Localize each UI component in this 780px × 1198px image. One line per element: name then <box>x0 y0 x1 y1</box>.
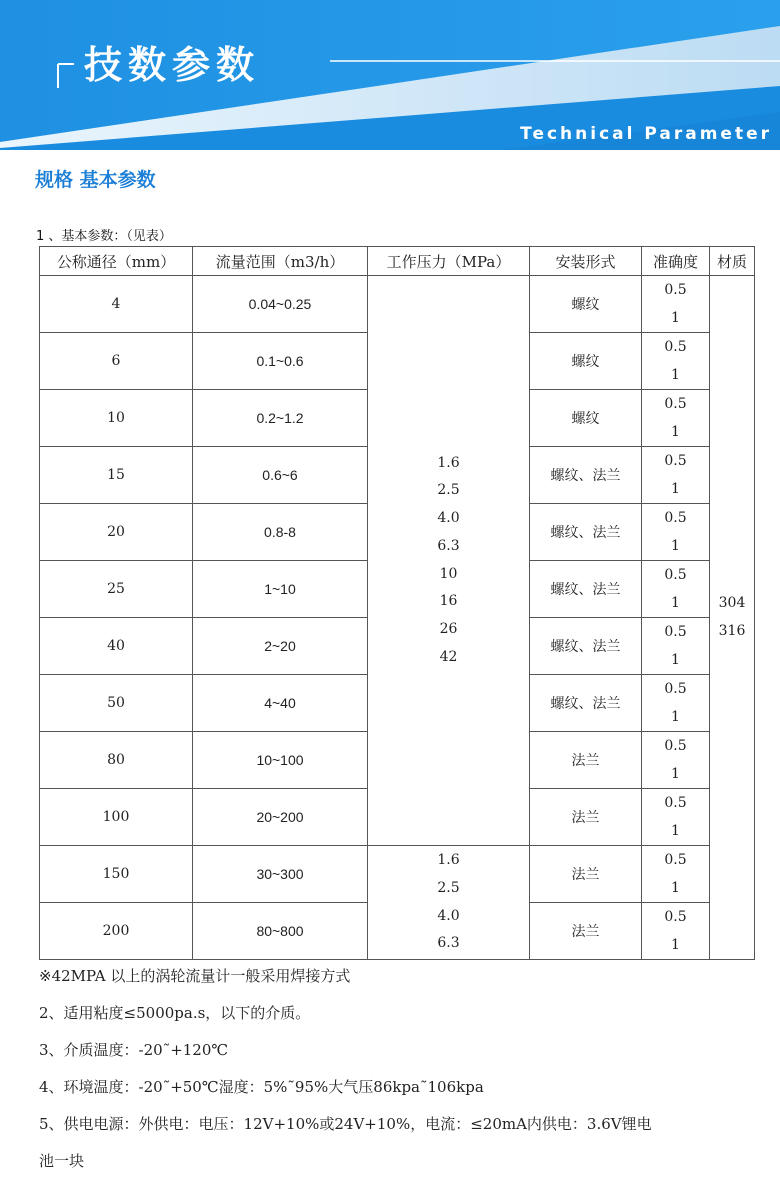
intro-text: 1 、基本参数：（见表） <box>36 229 172 244</box>
mount-cell: 法兰 <box>530 903 642 960</box>
accuracy-value: 0.5 <box>664 396 687 412</box>
dn-cell: 20 <box>40 504 193 561</box>
flow-cell: 30~300 <box>193 846 368 903</box>
accuracy-cell <box>642 561 710 618</box>
flow-cell: 1~10 <box>193 561 368 618</box>
flow-cell: 0.8-8 <box>193 504 368 561</box>
accuracy-cell <box>642 276 710 333</box>
mount-cell: 法兰 <box>530 732 642 789</box>
mount-cell: 螺纹、法兰 <box>530 504 642 561</box>
dn-cell: 150 <box>40 846 193 903</box>
flow-cell: 0.04~0.25 <box>193 276 368 333</box>
accuracy-value: 1 <box>671 823 680 839</box>
page-subtitle-en: Technical Parameter <box>520 124 772 144</box>
accuracy-value: 0.5 <box>664 624 687 640</box>
accuracy-cell <box>642 846 710 903</box>
accuracy-value: 0.5 <box>664 282 687 298</box>
header-banner <box>0 0 780 150</box>
header-dn: 公称通径（mm） <box>40 247 193 276</box>
dn-cell: 10 <box>40 390 193 447</box>
accuracy-cell <box>642 903 710 960</box>
accuracy-cell <box>642 333 710 390</box>
accuracy-value: 0.5 <box>664 681 687 697</box>
mount-cell: 螺纹、法兰 <box>530 561 642 618</box>
flow-cell: 0.1~0.6 <box>193 333 368 390</box>
dn-cell: 200 <box>40 903 193 960</box>
flow-cell: 10~100 <box>193 732 368 789</box>
header-material: 材质 <box>710 247 755 276</box>
flow-cell: 20~200 <box>193 789 368 846</box>
dn-cell: 25 <box>40 561 193 618</box>
dn-cell: 40 <box>40 618 193 675</box>
pressure-cell-group2 <box>368 846 530 960</box>
dn-cell: 100 <box>40 789 193 846</box>
pressure-value: 2.5 <box>437 482 460 499</box>
flow-cell: 2~20 <box>193 618 368 675</box>
notes-list <box>39 958 764 1180</box>
mount-cell: 螺纹、法兰 <box>530 447 642 504</box>
accuracy-cell <box>642 390 710 447</box>
header-flow: 流量范围（m3/h） <box>193 247 368 276</box>
accuracy-value: 1 <box>671 652 680 668</box>
mount-cell: 螺纹 <box>530 276 642 333</box>
accuracy-cell <box>642 789 710 846</box>
pressure-value: 1.6 <box>437 454 460 471</box>
mount-cell: 法兰 <box>530 789 642 846</box>
note-item: ※42MPA 以上的涡轮流量计一般采用焊接方式 <box>39 967 351 985</box>
flow-cell: 80~800 <box>193 903 368 960</box>
flow-cell: 4~40 <box>193 675 368 732</box>
accuracy-value: 1 <box>671 880 680 896</box>
note-item: 3、介质温度：-20˜+120℃ <box>39 1041 229 1059</box>
material-cell <box>710 276 755 960</box>
accuracy-value: 0.5 <box>664 339 687 355</box>
flow-cell: 0.2~1.2 <box>193 390 368 447</box>
header-mount: 安装形式 <box>530 247 642 276</box>
accuracy-cell <box>642 447 710 504</box>
accuracy-cell <box>642 504 710 561</box>
accuracy-value: 1 <box>671 937 680 953</box>
dn-cell: 15 <box>40 447 193 504</box>
accuracy-value: 0.5 <box>664 852 687 868</box>
mount-cell: 螺纹 <box>530 333 642 390</box>
material-value: 316 <box>718 622 746 639</box>
accuracy-value: 1 <box>671 538 680 554</box>
pressure-value: 1.6 <box>437 852 460 869</box>
pressure-value: 10 <box>439 565 458 582</box>
accuracy-cell <box>642 675 710 732</box>
mount-cell: 法兰 <box>530 846 642 903</box>
dn-cell: 6 <box>40 333 193 390</box>
accuracy-value: 0.5 <box>664 909 687 925</box>
accuracy-value: 1 <box>671 766 680 782</box>
pressure-value: 42 <box>439 648 458 665</box>
accuracy-value: 1 <box>671 709 680 725</box>
pressure-value: 4.0 <box>437 907 460 924</box>
pressure-cell-group1 <box>368 276 530 846</box>
table-header-row <box>40 247 755 276</box>
accuracy-value: 0.5 <box>664 738 687 754</box>
accuracy-value: 1 <box>671 367 680 383</box>
dn-cell: 4 <box>40 276 193 333</box>
note-item: 2、适用粘度≤5000pa.s，以下的介质。 <box>39 1004 311 1022</box>
note-item: 5、供电电源：外供电：电压：12V+10%或24V+10%，电流：≤20mA内供电：3.6V锂电 <box>39 1115 652 1133</box>
accuracy-cell <box>642 618 710 675</box>
section-title: 规格 基本参数 <box>35 169 156 191</box>
table-row <box>40 846 755 903</box>
header-accuracy: 准确度 <box>642 247 710 276</box>
pressure-value: 26 <box>439 620 458 637</box>
accuracy-cell <box>642 732 710 789</box>
accuracy-value: 1 <box>671 424 680 440</box>
mount-cell: 螺纹、法兰 <box>530 675 642 732</box>
mount-cell: 螺纹、法兰 <box>530 618 642 675</box>
accuracy-value: 0.5 <box>664 453 687 469</box>
pressure-value: 4.0 <box>437 510 460 527</box>
dn-cell: 50 <box>40 675 193 732</box>
pressure-value: 6.3 <box>437 537 460 554</box>
mount-cell: 螺纹 <box>530 390 642 447</box>
note-item: 4、环境温度：-20˜+50℃湿度：5%˜95%大气压86kpa˜106kpa <box>39 1078 484 1096</box>
header-pressure: 工作压力（MPa） <box>368 247 530 276</box>
accuracy-value: 1 <box>671 481 680 497</box>
pressure-value: 2.5 <box>437 879 460 896</box>
accuracy-value: 1 <box>671 310 680 326</box>
accuracy-value: 0.5 <box>664 510 687 526</box>
material-value: 304 <box>718 594 746 611</box>
note-item: 池一块 <box>39 1152 85 1170</box>
table-row <box>40 276 755 333</box>
parameter-table <box>39 246 755 960</box>
flow-cell: 0.6~6 <box>193 447 368 504</box>
pressure-value: 6.3 <box>437 935 460 952</box>
accuracy-value: 0.5 <box>664 795 687 811</box>
accuracy-value: 0.5 <box>664 567 687 583</box>
pressure-value: 16 <box>439 593 458 610</box>
accuracy-value: 1 <box>671 595 680 611</box>
dn-cell: 80 <box>40 732 193 789</box>
page-title: 技数参数 <box>84 43 261 87</box>
